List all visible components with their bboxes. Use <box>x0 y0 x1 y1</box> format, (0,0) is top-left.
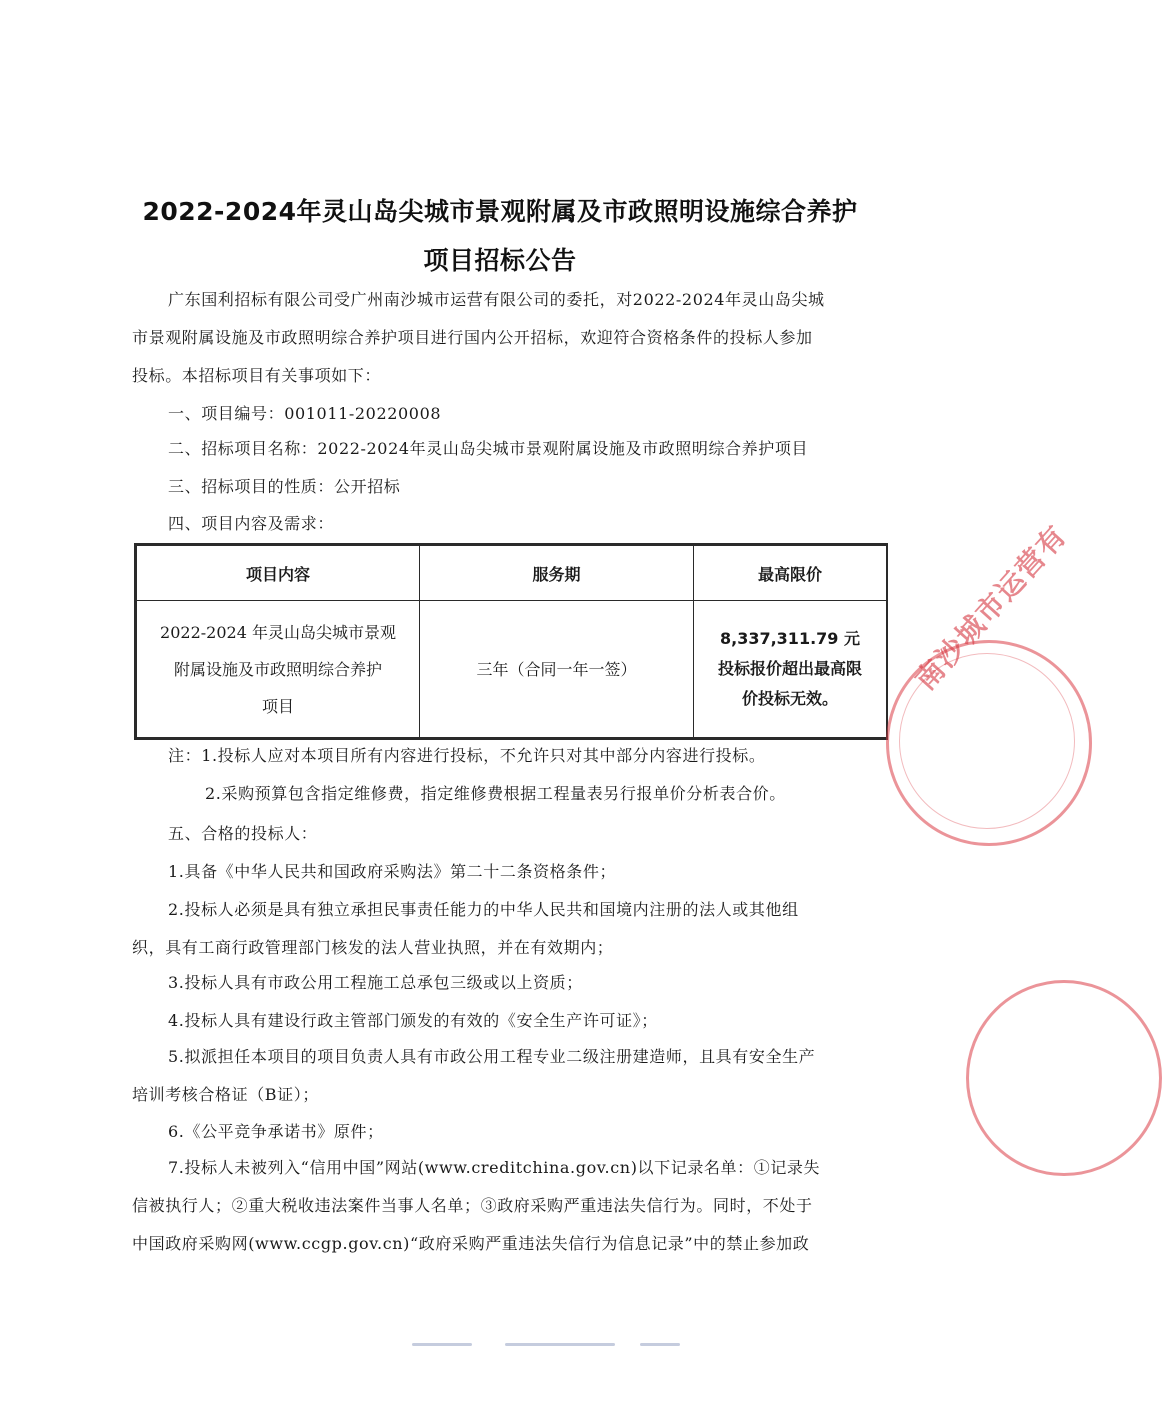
company-seal-partial <box>966 980 1162 1176</box>
table-header-row <box>137 546 887 601</box>
price-line: 价投标无效。 <box>741 689 838 708</box>
section5-line: 7.投标人未被列入“信用中国”网站(www.creditchina.gov.cn)以下记录名单：①记录失 <box>168 1158 821 1177</box>
intro-line-2: 市景观附属设施及市政照明综合养护项目进行国内公开招标，欢迎符合资格条件的投标人参加 <box>132 328 813 347</box>
price-line: 投标报价超出最高限 <box>717 659 862 678</box>
section5-line: 培训考核合格证（B证）； <box>132 1085 319 1104</box>
item-project-content: 四、项目内容及需求： <box>168 514 335 533</box>
section5-line: 织，具有工商行政管理部门核发的法人营业执照，并在有效期内； <box>132 938 614 957</box>
content-line: 2022-2024 年灵山岛尖城市景观 <box>160 622 396 642</box>
table-header-max-price: 最高限价 <box>694 546 887 601</box>
section5-line: 2.投标人必须是具有独立承担民事责任能力的中华人民共和国境内注册的法人或其他组 <box>168 900 799 919</box>
section5-line: 中国政府采购网(www.ccgp.gov.cn)“政府采购严重违法失信行为信息记录”中的禁止参加政 <box>132 1234 810 1253</box>
section5-heading: 五、合格的投标人： <box>168 824 318 843</box>
content-line: 附属设施及市政照明综合养护 <box>173 659 382 679</box>
scan-mark <box>505 1343 615 1346</box>
note-1: 注：1.投标人应对本项目所有内容进行投标，不允许只对其中部分内容进行投标。 <box>168 746 766 765</box>
company-seal <box>886 518 1092 846</box>
section5-line: 1.具备《中华人民共和国政府采购法》第二十二条资格条件； <box>168 862 617 881</box>
table-header-service-period: 服务期 <box>420 546 694 601</box>
table-cell-max-price <box>694 601 887 738</box>
scan-mark <box>412 1343 472 1346</box>
table-cell-service-period: 三年（合同一年一签） <box>420 601 694 738</box>
title-line-2: 项目招标公告 <box>423 246 577 275</box>
item-project-number: 一、项目编号：001011-20220008 <box>168 404 442 423</box>
price-line: 8,337,311.79 元 <box>719 629 860 648</box>
item-project-name: 二、招标项目名称：2022-2024年灵山岛尖城市景观附属设施及市政照明综合养护项目 <box>168 439 809 458</box>
intro-line-3: 投标。本招标项目有关事项如下： <box>132 366 382 385</box>
section5-line: 3.投标人具有市政公用工程施工总承包三级或以上资质； <box>168 973 583 992</box>
table-cell-content <box>137 601 420 738</box>
table-row <box>137 601 887 738</box>
table-header-content: 项目内容 <box>137 546 420 601</box>
seal-text: 南沙城市运营有 <box>908 518 1074 697</box>
section5-line: 4.投标人具有建设行政主管部门颁发的有效的《安全生产许可证》； <box>168 1011 658 1030</box>
title-line-1: 2022-2024年灵山岛尖城市景观附属及市政照明设施综合养护 <box>142 197 858 226</box>
section5-line: 5.拟派担任本项目的项目负责人具有市政公用工程专业二级注册建造师，且具有安全生产 <box>168 1047 816 1066</box>
item-project-nature: 三、招标项目的性质：公开招标 <box>168 477 401 496</box>
section5-line: 信被执行人；②重大税收违法案件当事人名单；③政府采购严重违法失信行为。同时，不处于 <box>132 1196 813 1215</box>
scan-mark <box>640 1343 680 1346</box>
section5-line: 6.《公平竞争承诺书》原件； <box>168 1122 384 1141</box>
requirements-table <box>134 543 888 740</box>
content-line: 项目 <box>261 696 294 716</box>
note-2: 2.采购预算包含指定维修费，指定维修费根据工程量表另行报单价分析表合价。 <box>205 784 786 803</box>
intro-line-1: 广东国利招标有限公司受广州南沙城市运营有限公司的委托，对2022-2024年灵山岛尖城 <box>168 290 825 309</box>
